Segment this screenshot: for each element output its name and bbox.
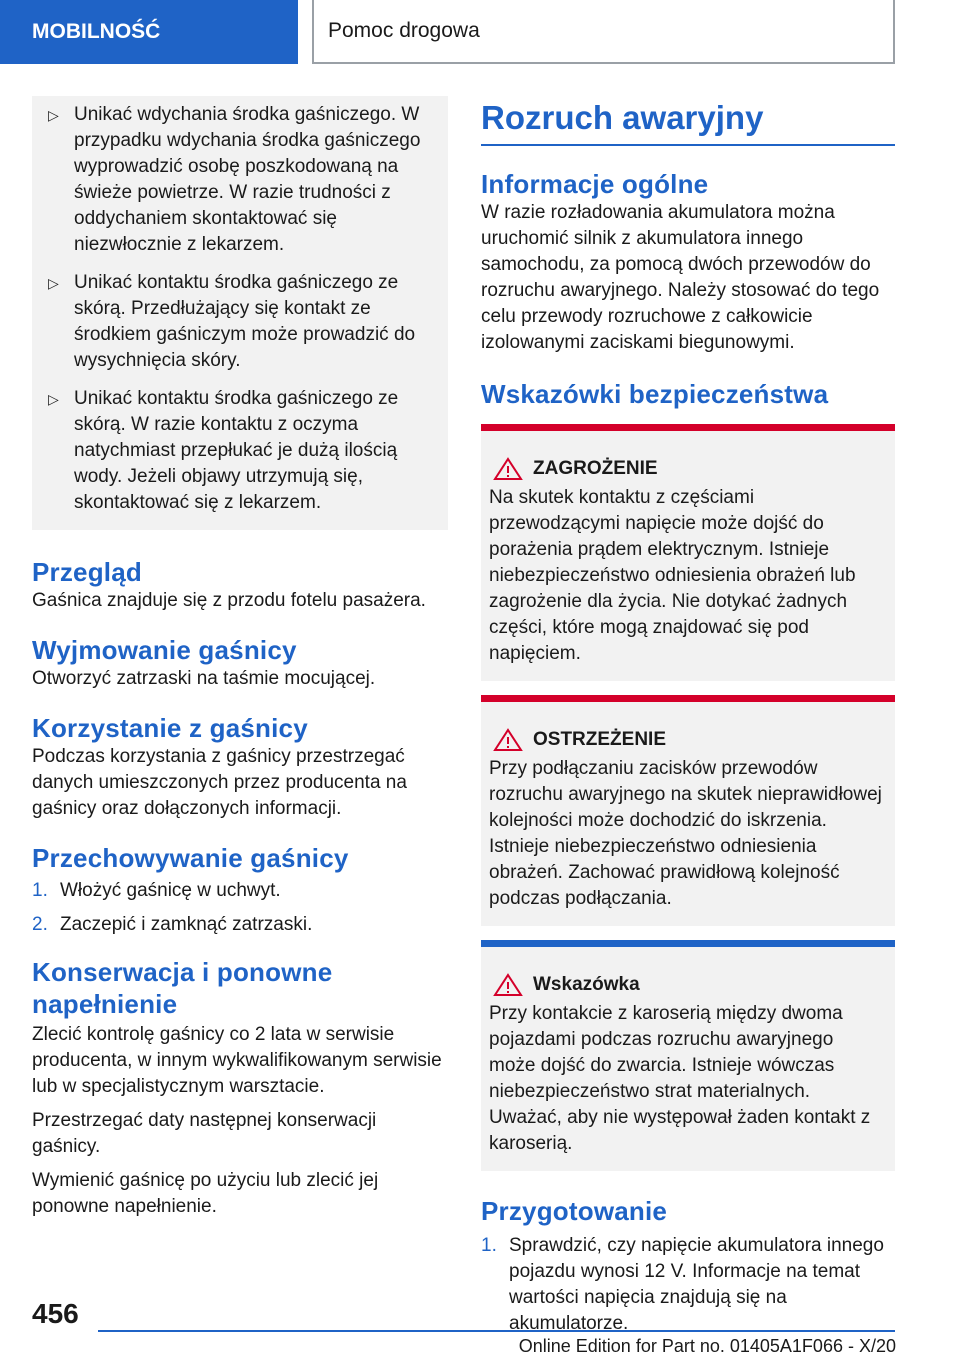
notice-text: Przy kontakcie z karoserią między dwoma pojazdami podczas rozruchu awaryjnego może dojść do zwarcia. Istnieje wówczas niebezpieczeństwo strat materialnych. Uważać, aby nie występował żaden kontakt z karoserią. [489,1003,871,1154]
general-text: W razie rozładowania akumulatora można uruchomić silnik z akumulatora innego samochodu, za pomocą dwóch przewodów do rozruchu awaryjnego. Należy stosować do tego celu przewody rozruchowe z całkowicie izolowanymi zaciskami biegunowymi. [481,202,880,353]
left-column [32,96,448,1220]
step-number: 1. [32,880,48,901]
step-number: 2. [32,914,48,935]
heading-general: Informacje ogólne [481,169,709,199]
heading-maintenance: Konserwacja i ponowne napełnienie [32,957,333,1019]
list-item [481,1233,895,1337]
list-item [48,102,432,258]
danger-box [481,424,895,681]
using-text: Podczas korzystania z gaśnicy przestrzegać danych umieszczonych przez producenta na gaśnicy oraz dołączonych informacji. [32,746,407,819]
warning-box [481,695,895,926]
heading-storing: Przechowywanie gaśnicy [32,843,349,873]
triangle-right-icon: ▷ [48,391,59,407]
heading-preparation: Przygotowanie [481,1196,668,1226]
overview-text: Gaśnica znajduje się z przodu fotelu pasażera. [32,590,426,611]
maintenance-text: Zlecić kontrolę gaśnicy co 2 lata w serwisie producenta, w innym wykwalifikowanym serwisie lub w specjalistycznym warsztacie. [32,1024,442,1097]
danger-header [489,457,885,481]
step-text: Zaczepić i zamknąć zatrzaski. [60,914,313,935]
chapter-header [312,0,895,64]
footer-divider [98,1330,895,1332]
heading-removing: Wyjmowanie gaśnicy [32,635,297,665]
preparation-steps [481,1233,895,1337]
list-item [32,878,448,904]
heading-safety: Wskazówki bezpieczeństwa [481,379,829,409]
notice-label: Wskazówka [533,974,640,995]
removing-text: Otworzyć zatrzaski na taśmie mocującej. [32,668,376,689]
list-item [48,386,432,516]
warning-triangle-icon [493,728,523,752]
step-text: Włożyć gaśnicę w uchwyt. [60,880,281,901]
chapter-title: Pomoc drogowa [328,19,480,42]
storing-steps [32,878,448,938]
warning-triangle-icon [493,457,523,481]
danger-text: Na skutek kontaktu z częściami przewodzącymi napięcie może dojść do porażenia prądem elektrycznym. Istnieje niebezpieczeństwo odniesienia obrażeń lub zagrożenie dla życia. Nie dotykać żadnych części, które mogą znajdować się pod napięciem. [489,487,856,664]
maintenance-text: Wymienić gaśnicę po użyciu lub zlecić jej ponowne napełnienie. [32,1170,379,1217]
warning-header [489,728,885,752]
section-tab [0,0,298,64]
right-column [481,96,895,1345]
maintenance-text: Przestrzegać daty następnej konserwacji gaśnicy. [32,1110,377,1157]
page-number: 456 [32,1298,79,1329]
bullet-text: Unikać wdychania środka gaśniczego. W przypadku wdychania środka gaśniczego wyprowadzić osobę poszkodowaną na świeże powietrze. W razie trudności z oddychaniem skontaktować się niezwłocznie z lekarzem. [74,104,421,255]
notice-header [489,973,885,997]
danger-label: ZAGROŻENIE [533,458,658,479]
heading-overview: Przegląd [32,557,142,587]
heading-using: Korzystanie z gaśnicy [32,713,308,743]
step-text: Sprawdzić, czy napięcie akumulatora innego pojazdu wynosi 12 V. Informacje na temat wartości napięcia znajdują się na akumulatorze. [509,1235,884,1334]
notice-box [481,940,895,1171]
section-title: MOBILNOŚĆ [32,20,161,43]
fire-extinguisher-notes [32,96,448,530]
bullet-text: Unikać kontaktu środka gaśniczego ze skórą. W razie kontaktu z oczyma natychmiast przepłukać je dużą ilością wody. Jeżeli objawy utrzymują się, skontaktować się z lekarzem. [74,388,399,513]
step-number: 1. [481,1235,497,1256]
warning-triangle-icon [493,973,523,997]
list-item [32,912,448,938]
warning-label: OSTRZEŻENIE [533,729,667,750]
triangle-right-icon: ▷ [48,107,59,123]
edition-footer: Online Edition for Part no. 01405A1F066 - X/20 [518,1336,896,1356]
list-item [48,270,432,374]
bullet-text: Unikać kontaktu środka gaśniczego ze skórą. Przedłużający się kontakt ze środkiem gaśniczym może prowadzić do wysychnięcia skóry. [74,272,416,371]
warning-text: Przy podłączaniu zacisków przewodów rozruchu awaryjnego na skutek nieprawidłowej kolejności może dochodzić do iskrzenia. Istnieje niebezpieczeństwo odniesienia obrażeń. Zachować prawidłową kolejność podczas podłączania. [489,758,882,909]
chapter-heading: Rozruch awaryjny [481,96,895,146]
triangle-right-icon: ▷ [48,275,59,291]
